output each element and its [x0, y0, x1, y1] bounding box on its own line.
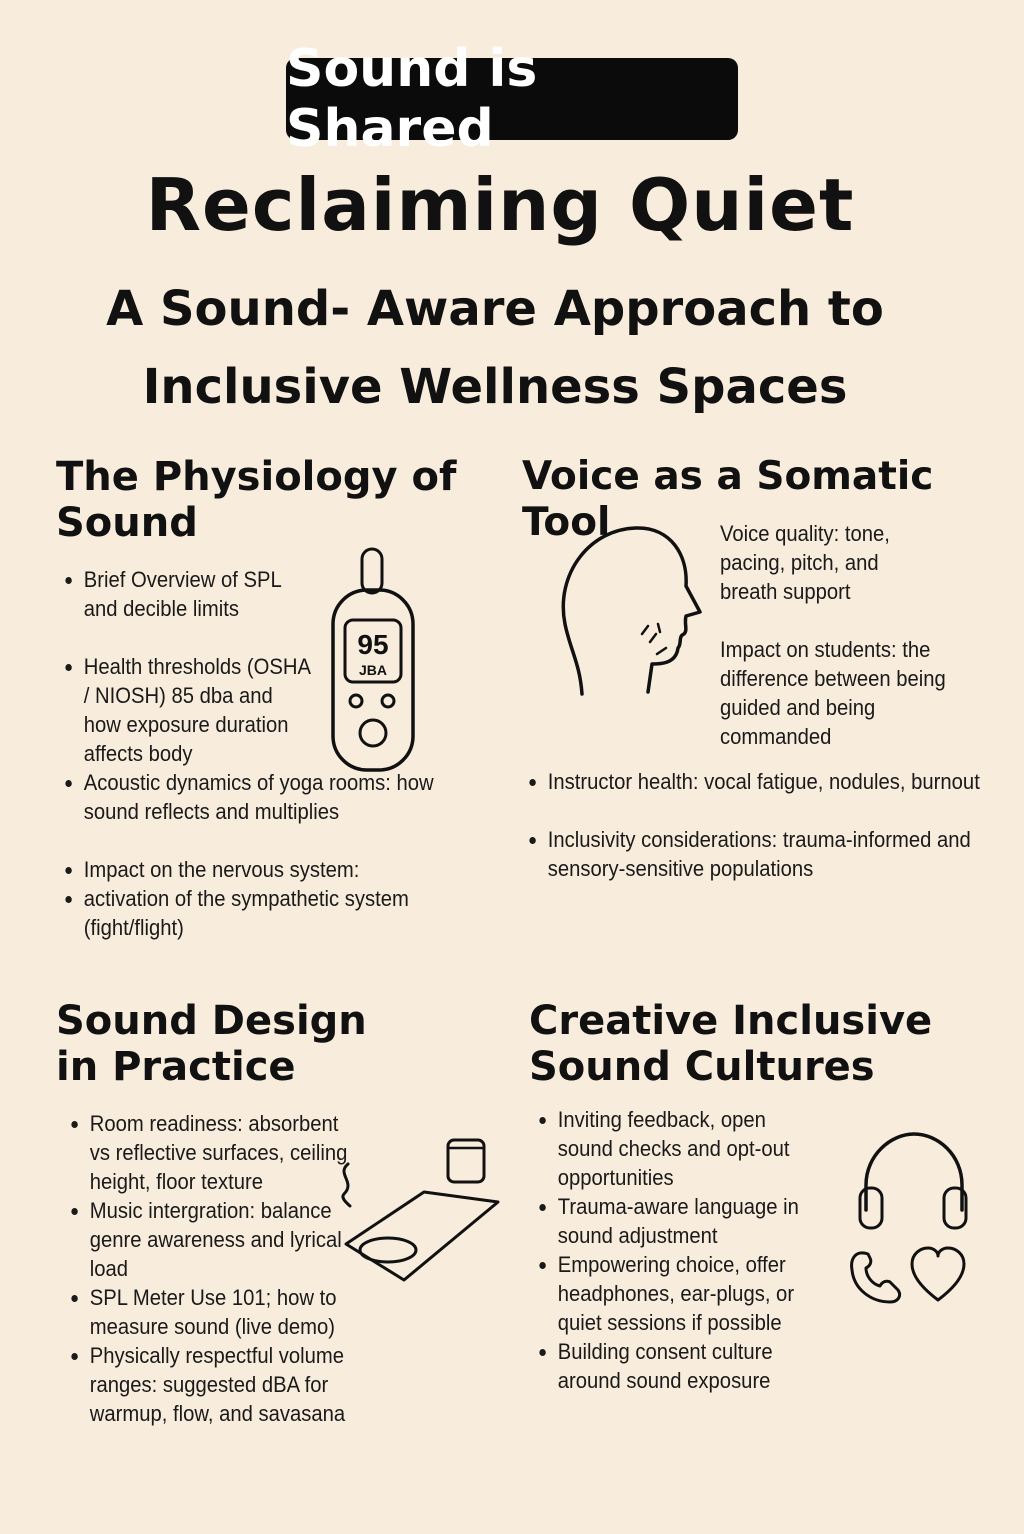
meter-reading: 95: [357, 629, 389, 660]
yoga-mat-icon: [336, 1134, 506, 1284]
meter-unit: JBA: [358, 662, 388, 678]
design-heading-line-1: Sound Design: [56, 998, 367, 1044]
list-item: • Room readiness: absorbent vs reflective surfaces, ceiling height, floor texture: [90, 1109, 357, 1196]
list-item: • Acoustic dynamics of yoga rooms: how sound reflects and multiplies: [84, 768, 480, 826]
list-item: • Physically respectful volume ranges: suggested dBA for warmup, flow, and savasana: [90, 1341, 357, 1428]
physiology-heading-line-1: The Physiology of: [56, 454, 457, 500]
design-list: [64, 1109, 357, 1428]
list-item: • SPL Meter Use 101; how to measure sound (live demo): [90, 1283, 357, 1341]
design-heading-line-2: in Practice: [56, 1044, 296, 1090]
list-item: • Building consent culture around sound exposure: [558, 1337, 825, 1395]
list-item: • Music intergration: balance genre awareness and lyrical load: [90, 1196, 357, 1283]
list-item: • Empowering choice, offer headphones, ear-plugs, or quiet sessions if possible: [558, 1250, 825, 1337]
voice-list: [522, 767, 1008, 883]
list-item: • Impact on the nervous system:: [84, 855, 480, 884]
list-item: • Inviting feedback, open sound checks and opt-out opportunities: [558, 1105, 825, 1192]
cultures-heading-line-1: Creative Inclusive: [529, 998, 933, 1044]
physiology-heading: [56, 454, 456, 546]
list-item: • Inclusivity considerations: trauma-informed and sensory-sensitive populations: [548, 825, 1008, 883]
voice-quality-text: Voice quality: tone, pacing, pitch, and breath support: [720, 521, 890, 604]
badge: Sound is Shared: [286, 58, 738, 140]
list-item: • Health thresholds (OSHA / NIOSH) 85 dba and how exposure duration affects body: [84, 652, 314, 768]
sound-level-meter-icon: [328, 546, 418, 776]
cultures-heading: [529, 998, 932, 1090]
list-item: • Trauma-aware language in sound adjustment: [558, 1192, 825, 1250]
subtitle-line-2: Inclusive Wellness Spaces: [142, 359, 848, 415]
voice-impact-text: Impact on students: the difference between being guided and being commanded: [720, 637, 946, 749]
cultures-heading-line-2: Sound Cultures: [529, 1044, 875, 1090]
subtitle-line-1: A Sound- Aware Approach to: [106, 281, 884, 337]
design-heading: [56, 998, 367, 1090]
list-item: • Instructor health: vocal fatigue, nodules, burnout: [548, 767, 1008, 796]
list-item: • Brief Overview of SPL and decible limits: [84, 565, 296, 623]
list-item: • activation of the sympathetic system (fight/flight): [84, 884, 452, 942]
physiology-heading-line-2: Sound: [56, 500, 198, 546]
speaking-head-icon: [560, 524, 710, 699]
cultures-list: [532, 1105, 825, 1395]
voice-heading: Voice as a Somatic Tool: [522, 454, 934, 545]
page-subtitle: [0, 270, 990, 426]
page-title: Reclaiming Quiet: [145, 163, 855, 247]
headphones-heart-icon: [846, 1130, 971, 1310]
